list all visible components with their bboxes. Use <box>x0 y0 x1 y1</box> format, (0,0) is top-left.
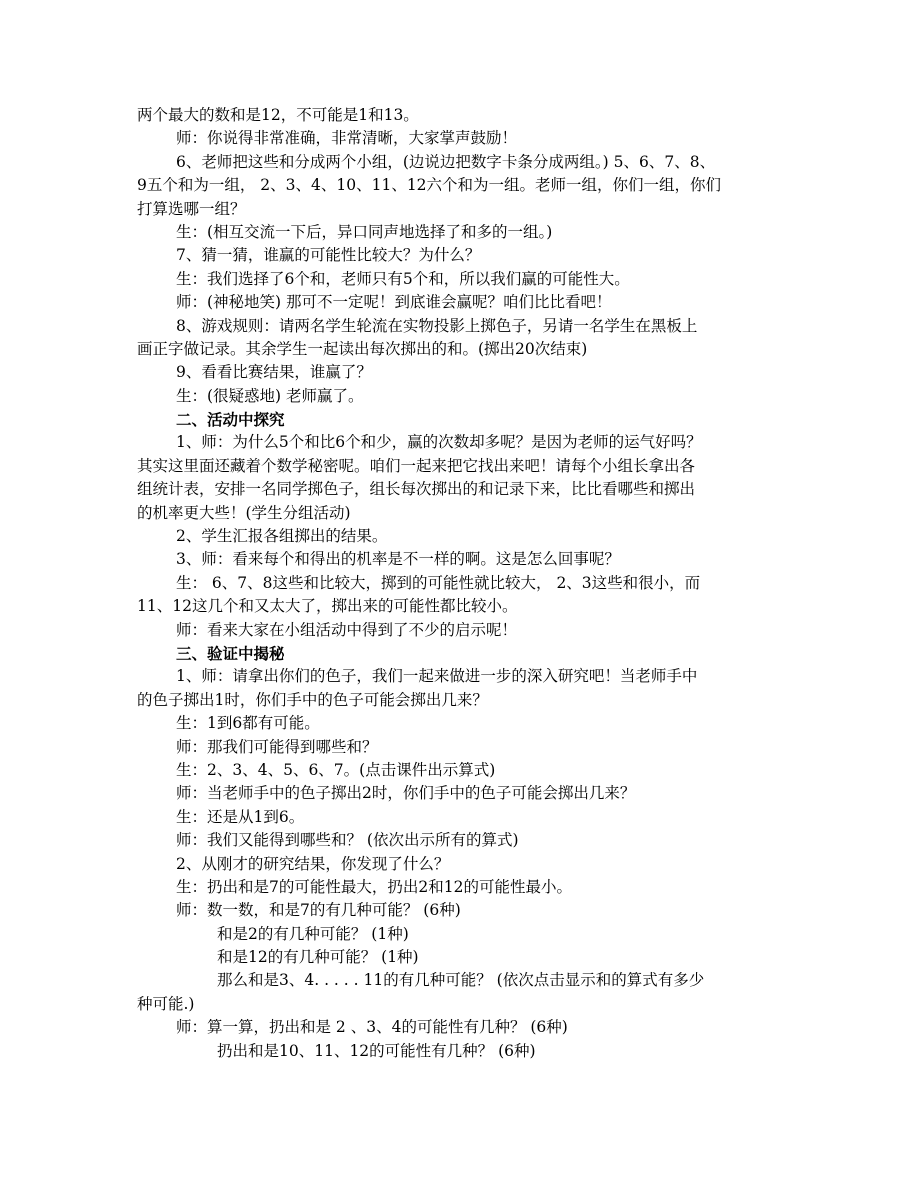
text-line: 那么和是3、4. . . . . 11的有几种可能？ (依次点击显示和的算式有多少 <box>217 971 705 990</box>
text-line: 两个最大的数和是12，不可能是1和13。 <box>137 106 419 124</box>
text-line: 3、师：看来每个和得出的机率是不一样的啊。这是怎么回事呢？ <box>176 550 620 569</box>
text-line: 打算选哪一组？ <box>137 199 246 218</box>
text-line: 1、师：请拿出你们的色子，我们一起来做进一步的深入研究吧！当老师手中 <box>176 667 698 686</box>
text-line: 种可能.) <box>137 994 195 1013</box>
text-line: 师：我们又能得到哪些和？ (依次出示所有的算式) <box>176 831 519 850</box>
text-line: 7、猜一猜，谁赢的可能性比较大？为什么？ <box>176 246 481 265</box>
text-line: 生：(很疑惑地) 老师赢了。 <box>176 386 364 405</box>
text-line: 和是2的有几种可能？ (1种) <box>217 924 409 943</box>
text-line: 9五个和为一组， 2、3、4、10、11、12六个和为一组。老师一组，你们一组，你们 <box>137 176 722 195</box>
text-line: 画正字做记录。其余学生一起读出每次掷出的和。(掷出20次结束) <box>137 339 588 358</box>
text-line: 师：你说得非常准确，非常清晰，大家掌声鼓励！ <box>176 129 518 148</box>
text-line: 的色子掷出1时，你们手中的色子可能会掷出几来？ <box>137 690 488 709</box>
text-line: 和是12的有几种可能？ (1种) <box>217 948 419 967</box>
text-line: 其实这里面还藏着个数学秘密呢。咱们一起来把它找出来吧！请每个小组长拿出各 <box>137 456 696 475</box>
text-line: 1、师：为什么5个和比6个和少，赢的次数却多呢？是因为老师的运气好吗？ <box>176 433 702 452</box>
text-line: 9、看看比赛结果，谁赢了？ <box>176 363 372 382</box>
text-line: 师：(神秘地笑) 那可不一定呢！到底谁会赢呢？咱们比比看吧！ <box>176 293 612 312</box>
text-line: 8、游戏规则：请两名学生轮流在实物投影上掷色子，另请一名学生在黑板上 <box>176 316 698 335</box>
text-line: 生：1到6都有可能。 <box>176 714 320 733</box>
text-line: 6、老师把这些和分成两个小组，(边说边把数字卡条分成两组。) 5、6、7、8、 <box>176 152 716 171</box>
text-line: 师：算一算，扔出和是 2 、3、4的可能性有几种？ (6种) <box>176 1018 568 1037</box>
section-heading: 二、活动中探究 <box>176 410 285 430</box>
text-line: 生：2、3、4、5、6、7。(点击课件出示算式) <box>176 760 496 779</box>
document-body <box>137 104 797 1063</box>
text-line: 生：(相互交流一下后，异口同声地选择了和多的一组。) <box>176 222 553 241</box>
text-line: 2、学生汇报各组掷出的结果。 <box>176 527 388 546</box>
text-line: 的机率更大些！(学生分组活动) <box>137 503 351 522</box>
text-line: 组统计表，安排一名同学掷色子，组长每次掷出的和记录下来，比比看哪些和掷出 <box>137 480 696 499</box>
text-line: 生： 6、7、8这些和比较大，掷到的可能性就比较大， 2、3这些和很小，而 <box>176 573 701 592</box>
text-line: 11、12这几个和又太大了，掷出来的可能性都比较小。 <box>137 597 518 616</box>
section-heading: 三、验证中揭秘 <box>176 643 285 663</box>
text-line: 生：还是从1到6。 <box>176 807 305 826</box>
text-line: 师：看来大家在小组活动中得到了不少的启示呢！ <box>176 620 518 639</box>
text-line: 2、从刚才的研究结果，你发现了什么？ <box>176 854 450 873</box>
text-line: 生：我们选择了6个和，老师只有5个和，所以我们赢的可能性大。 <box>176 269 630 288</box>
text-line: 师：当老师手中的色子掷出2时，你们手中的色子可能会掷出几来？ <box>176 784 636 803</box>
text-line: 生：扔出和是7的可能性最大，扔出2和12的可能性最小。 <box>176 877 572 896</box>
text-line: 师：那我们可能得到哪些和？ <box>176 737 378 756</box>
text-line: 师：数一数，和是7的有几种可能？ (6种) <box>176 901 461 920</box>
text-line: 扔出和是10、11、12的可能性有几种？ (6种) <box>217 1041 536 1060</box>
